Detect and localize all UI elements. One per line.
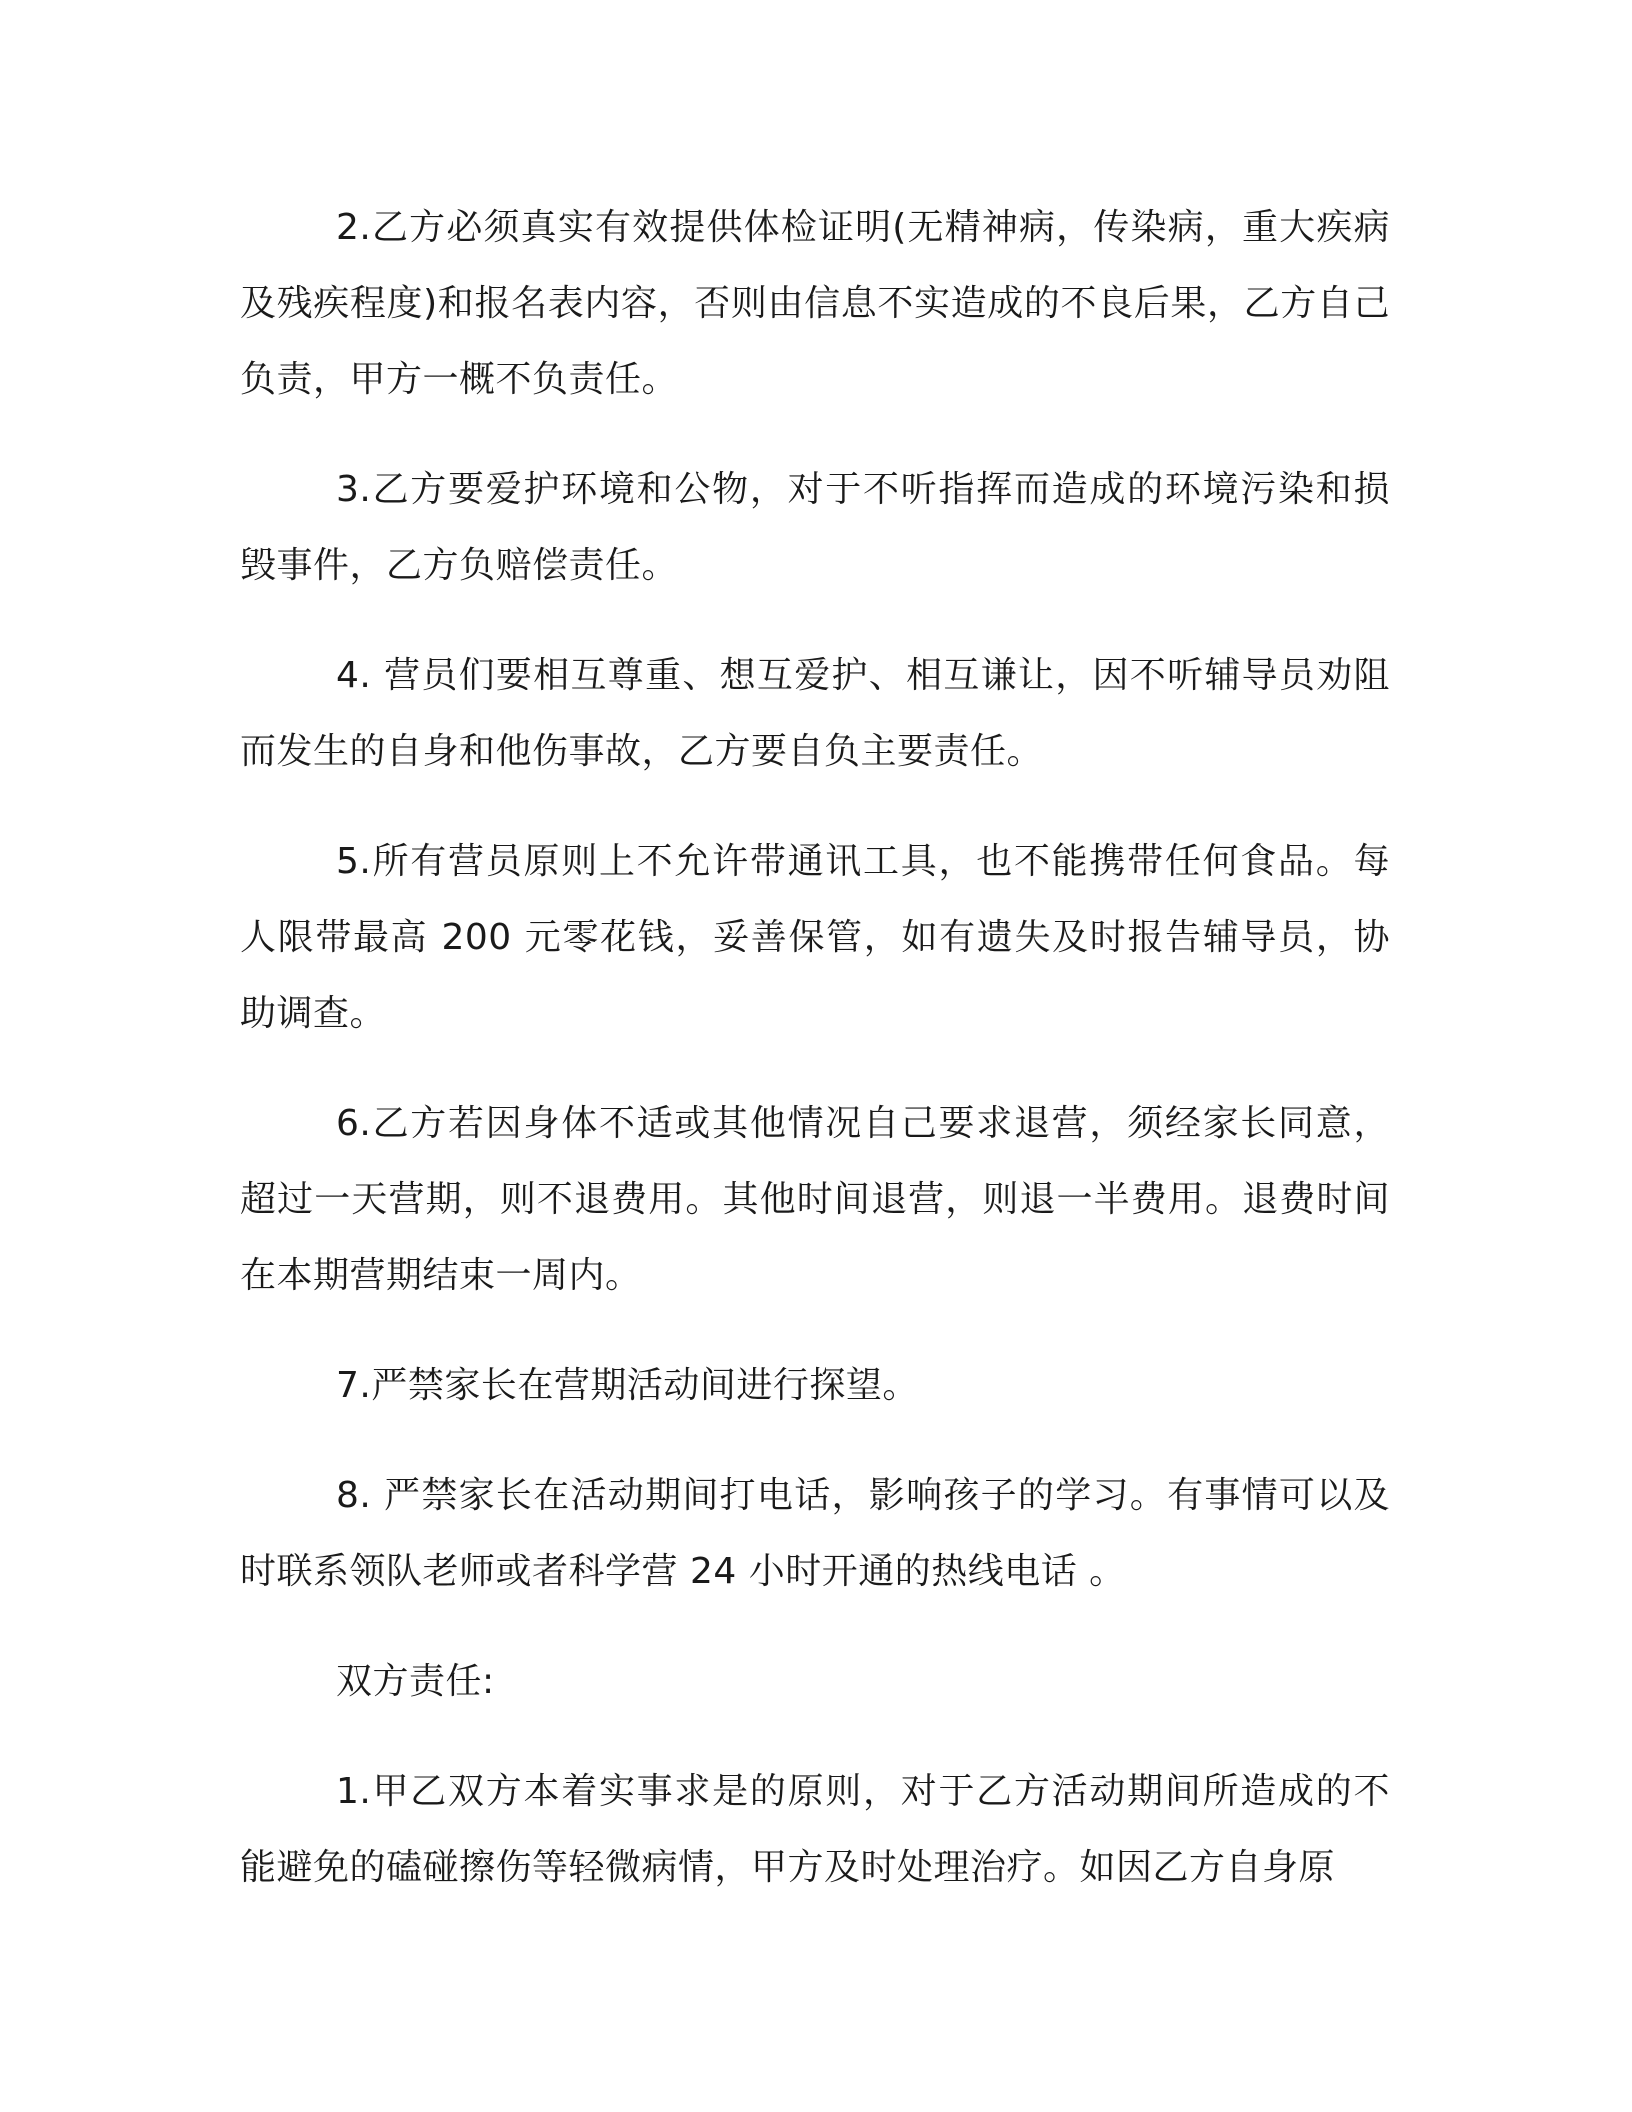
clause-2-paragraph: 2.乙方必须真实有效提供体检证明(无精神病，传染病，重大疾病及残疾程度)和报名表内容，否则由信息不实造成的不良后果，乙方自己负责，甲方一概不负责任。 (240, 207, 1390, 400)
clause-8-paragraph: 8. 严禁家长在活动期间打电话，影响孩子的学习。有事情可以及时联系领队老师或者科学营 24 小时开通的热线电话 。 (240, 1475, 1390, 1592)
document-body (240, 190, 1390, 1940)
section-heading-mutual-responsibility: 双方责任: (336, 1661, 495, 1702)
mutual-clause-1-paragraph: 1.甲乙双方本着实事求是的原则，对于乙方活动期间所造成的不能避免的磕碰擦伤等轻微病情，甲方及时处理治疗。如因乙方自身原 (240, 1771, 1390, 1888)
clause-3-paragraph: 3.乙方要爱护环境和公物，对于不听指挥而造成的环境污染和损毁事件，乙方负赔偿责任。 (240, 469, 1390, 586)
clause-4-paragraph: 4. 营员们要相互尊重、想互爱护、相互谦让，因不听辅导员劝阻而发生的自身和他伤事故，乙方要自负主要责任。 (240, 655, 1390, 772)
clause-5-paragraph: 5.所有营员原则上不允许带通讯工具，也不能携带任何食品。每人限带最高 200 元零花钱，妥善保管，如有遗失及时报告辅导员，协助调查。 (240, 841, 1390, 1034)
clause-7-paragraph: 7.严禁家长在营期活动间进行探望。 (336, 1365, 919, 1406)
clause-6-paragraph: 6.乙方若因身体不适或其他情况自己要求退营，须经家长同意，超过一天营期，则不退费用。其他时间退营，则退一半费用。退费时间在本期营期结束一周内。 (240, 1103, 1390, 1296)
